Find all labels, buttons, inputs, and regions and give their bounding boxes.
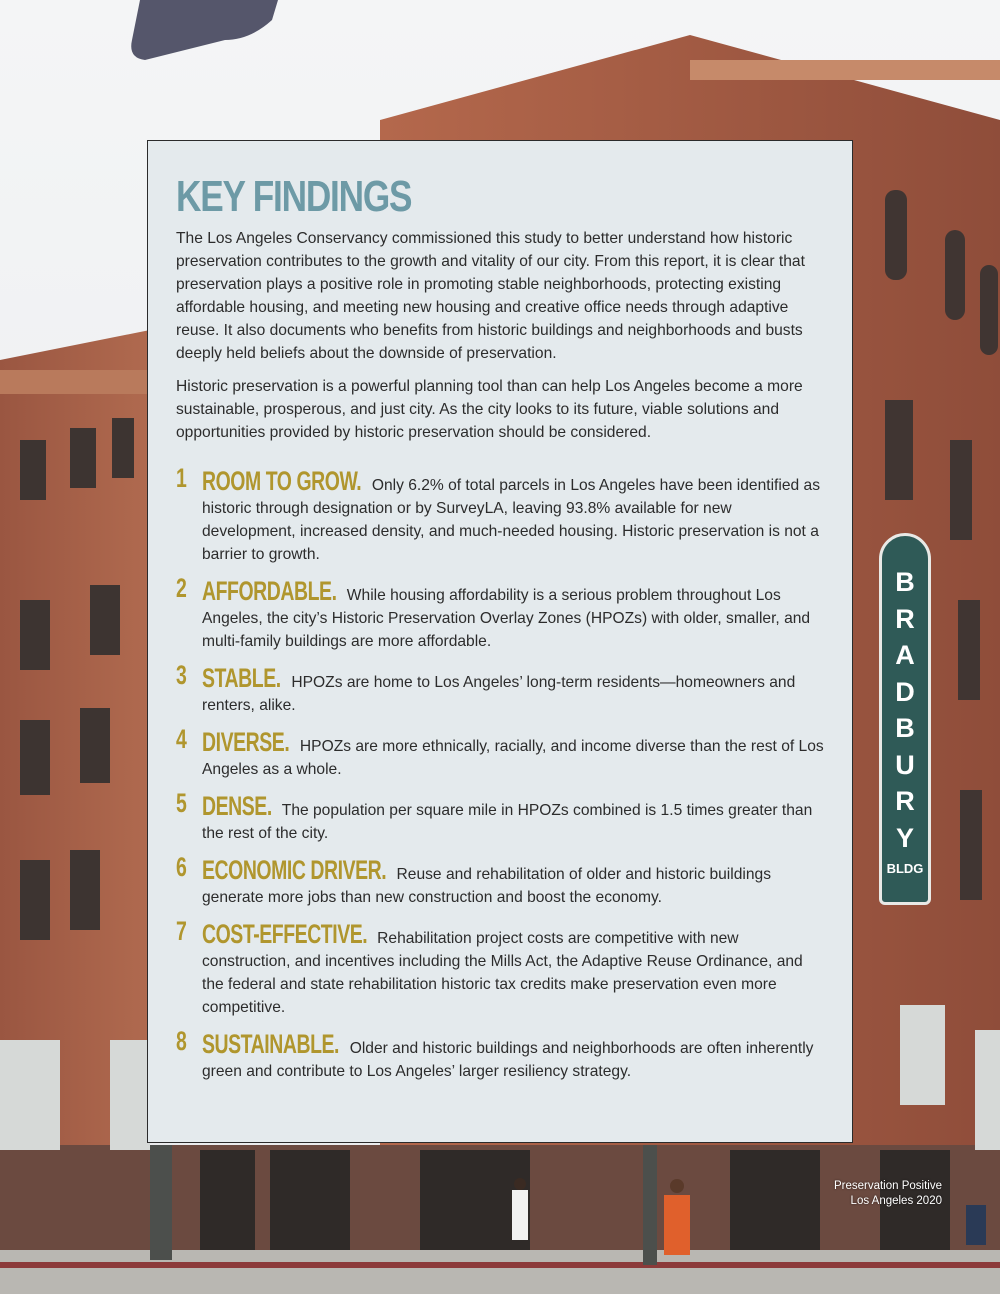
finding-item	[176, 660, 826, 717]
page-caption	[834, 1179, 942, 1209]
finding-item	[176, 724, 826, 781]
finding-item	[176, 573, 826, 653]
finding-heading: STABLE.	[202, 663, 281, 693]
sign-letter: B	[895, 567, 915, 597]
intro-paragraph: The Los Angeles Conservancy commissioned this study to better understand how historic preservation contributes to the growth and vitality of our city. From this report, it is clear that preservation plays a positive role in promoting stable neighborhoods, protecting existing affordable housing, and meeting new housing and creative office needs through adaptive reuse. It also documents who benefits from historic buildings and neighborhoods and busts deeply held beliefs about the downside of preservation.	[176, 230, 805, 362]
sign-letter: A	[895, 640, 915, 670]
finding-item	[176, 916, 826, 1019]
finding-text: Rehabilitation project costs are competitive with new construction, and incentives including the Mills Act, the Adaptive Reuse Ordinance, and the federal and state rehabilitation historic tax credits make preservation even more competitive.	[202, 930, 803, 1016]
finding-item	[176, 852, 826, 909]
finding-item	[176, 788, 826, 845]
sign-letter: U	[895, 749, 915, 780]
page-title: KEY FINDINGS	[176, 172, 412, 221]
finding-text: HPOZs are home to Los Angeles’ long-term residents—homeowners and renters, alike.	[202, 674, 796, 714]
sign-sub: BLDG	[886, 861, 924, 876]
finding-text: Older and historic buildings and neighborhoods are often inherently green and contribute to Los Angeles’ larger resiliency strategy.	[202, 1040, 814, 1080]
key-findings-panel	[147, 140, 853, 1143]
bradbury-sign	[879, 533, 931, 905]
finding-heading: AFFORDABLE.	[202, 576, 337, 606]
finding-number: 5	[176, 788, 187, 818]
finding-number: 1	[176, 463, 187, 493]
finding-number: 6	[176, 852, 187, 882]
finding-heading: ROOM TO GROW.	[202, 466, 362, 496]
finding-heading: DIVERSE.	[202, 727, 290, 757]
finding-heading: COST-EFFECTIVE.	[202, 919, 368, 949]
finding-text: Reuse and rehabilitation of older and historic buildings generate more jobs than new construction and boost the economy.	[202, 866, 772, 906]
finding-heading: DENSE.	[202, 791, 272, 821]
finding-number: 7	[176, 916, 187, 946]
finding-number: 8	[176, 1026, 187, 1056]
finding-heading: SUSTAINABLE.	[202, 1029, 340, 1059]
intro-text	[176, 227, 826, 444]
finding-number: 4	[176, 724, 187, 754]
sign-letter: R	[895, 603, 915, 634]
caption-line: Preservation Positive	[833, 1180, 942, 1192]
finding-number: 2	[176, 573, 187, 603]
finding-number: 3	[176, 660, 187, 690]
findings-list	[176, 463, 826, 1083]
intro-paragraph: Historic preservation is a powerful planning tool than can help Los Angeles become a more sustainable, prosperous, and just city. As the city looks to its future, viable solutions and opportunities provided by historic preservation should be considered.	[176, 378, 803, 441]
finding-item	[176, 1026, 826, 1083]
finding-text: HPOZs are more ethnically, racially, and income diverse than the rest of Los Angeles as a whole.	[202, 738, 824, 778]
sign-letter: D	[895, 676, 915, 707]
sign-letter: B	[895, 713, 915, 743]
sign-letter: R	[895, 786, 915, 816]
finding-text: The population per square mile in HPOZs combined is 1.5 times greater than the rest of the city.	[202, 802, 813, 842]
caption-line: Los Angeles 2020	[850, 1195, 942, 1207]
finding-text: Only 6.2% of total parcels in Los Angeles have been identified as historic through designation or by SurveyLA, leaving 93.8% available for new development, increased density, and much-needed housing. Historic preservation is not a barrier to growth.	[202, 477, 821, 563]
finding-text: While housing affordability is a serious problem throughout Los Angeles, the city’s Historic Preservation Overlay Zones (HPOZs) with older, smaller, and multi-family buildings are more affordable.	[202, 587, 811, 650]
finding-item	[176, 463, 826, 566]
sign-letter: Y	[895, 822, 914, 853]
finding-heading: ECONOMIC DRIVER.	[202, 855, 387, 885]
